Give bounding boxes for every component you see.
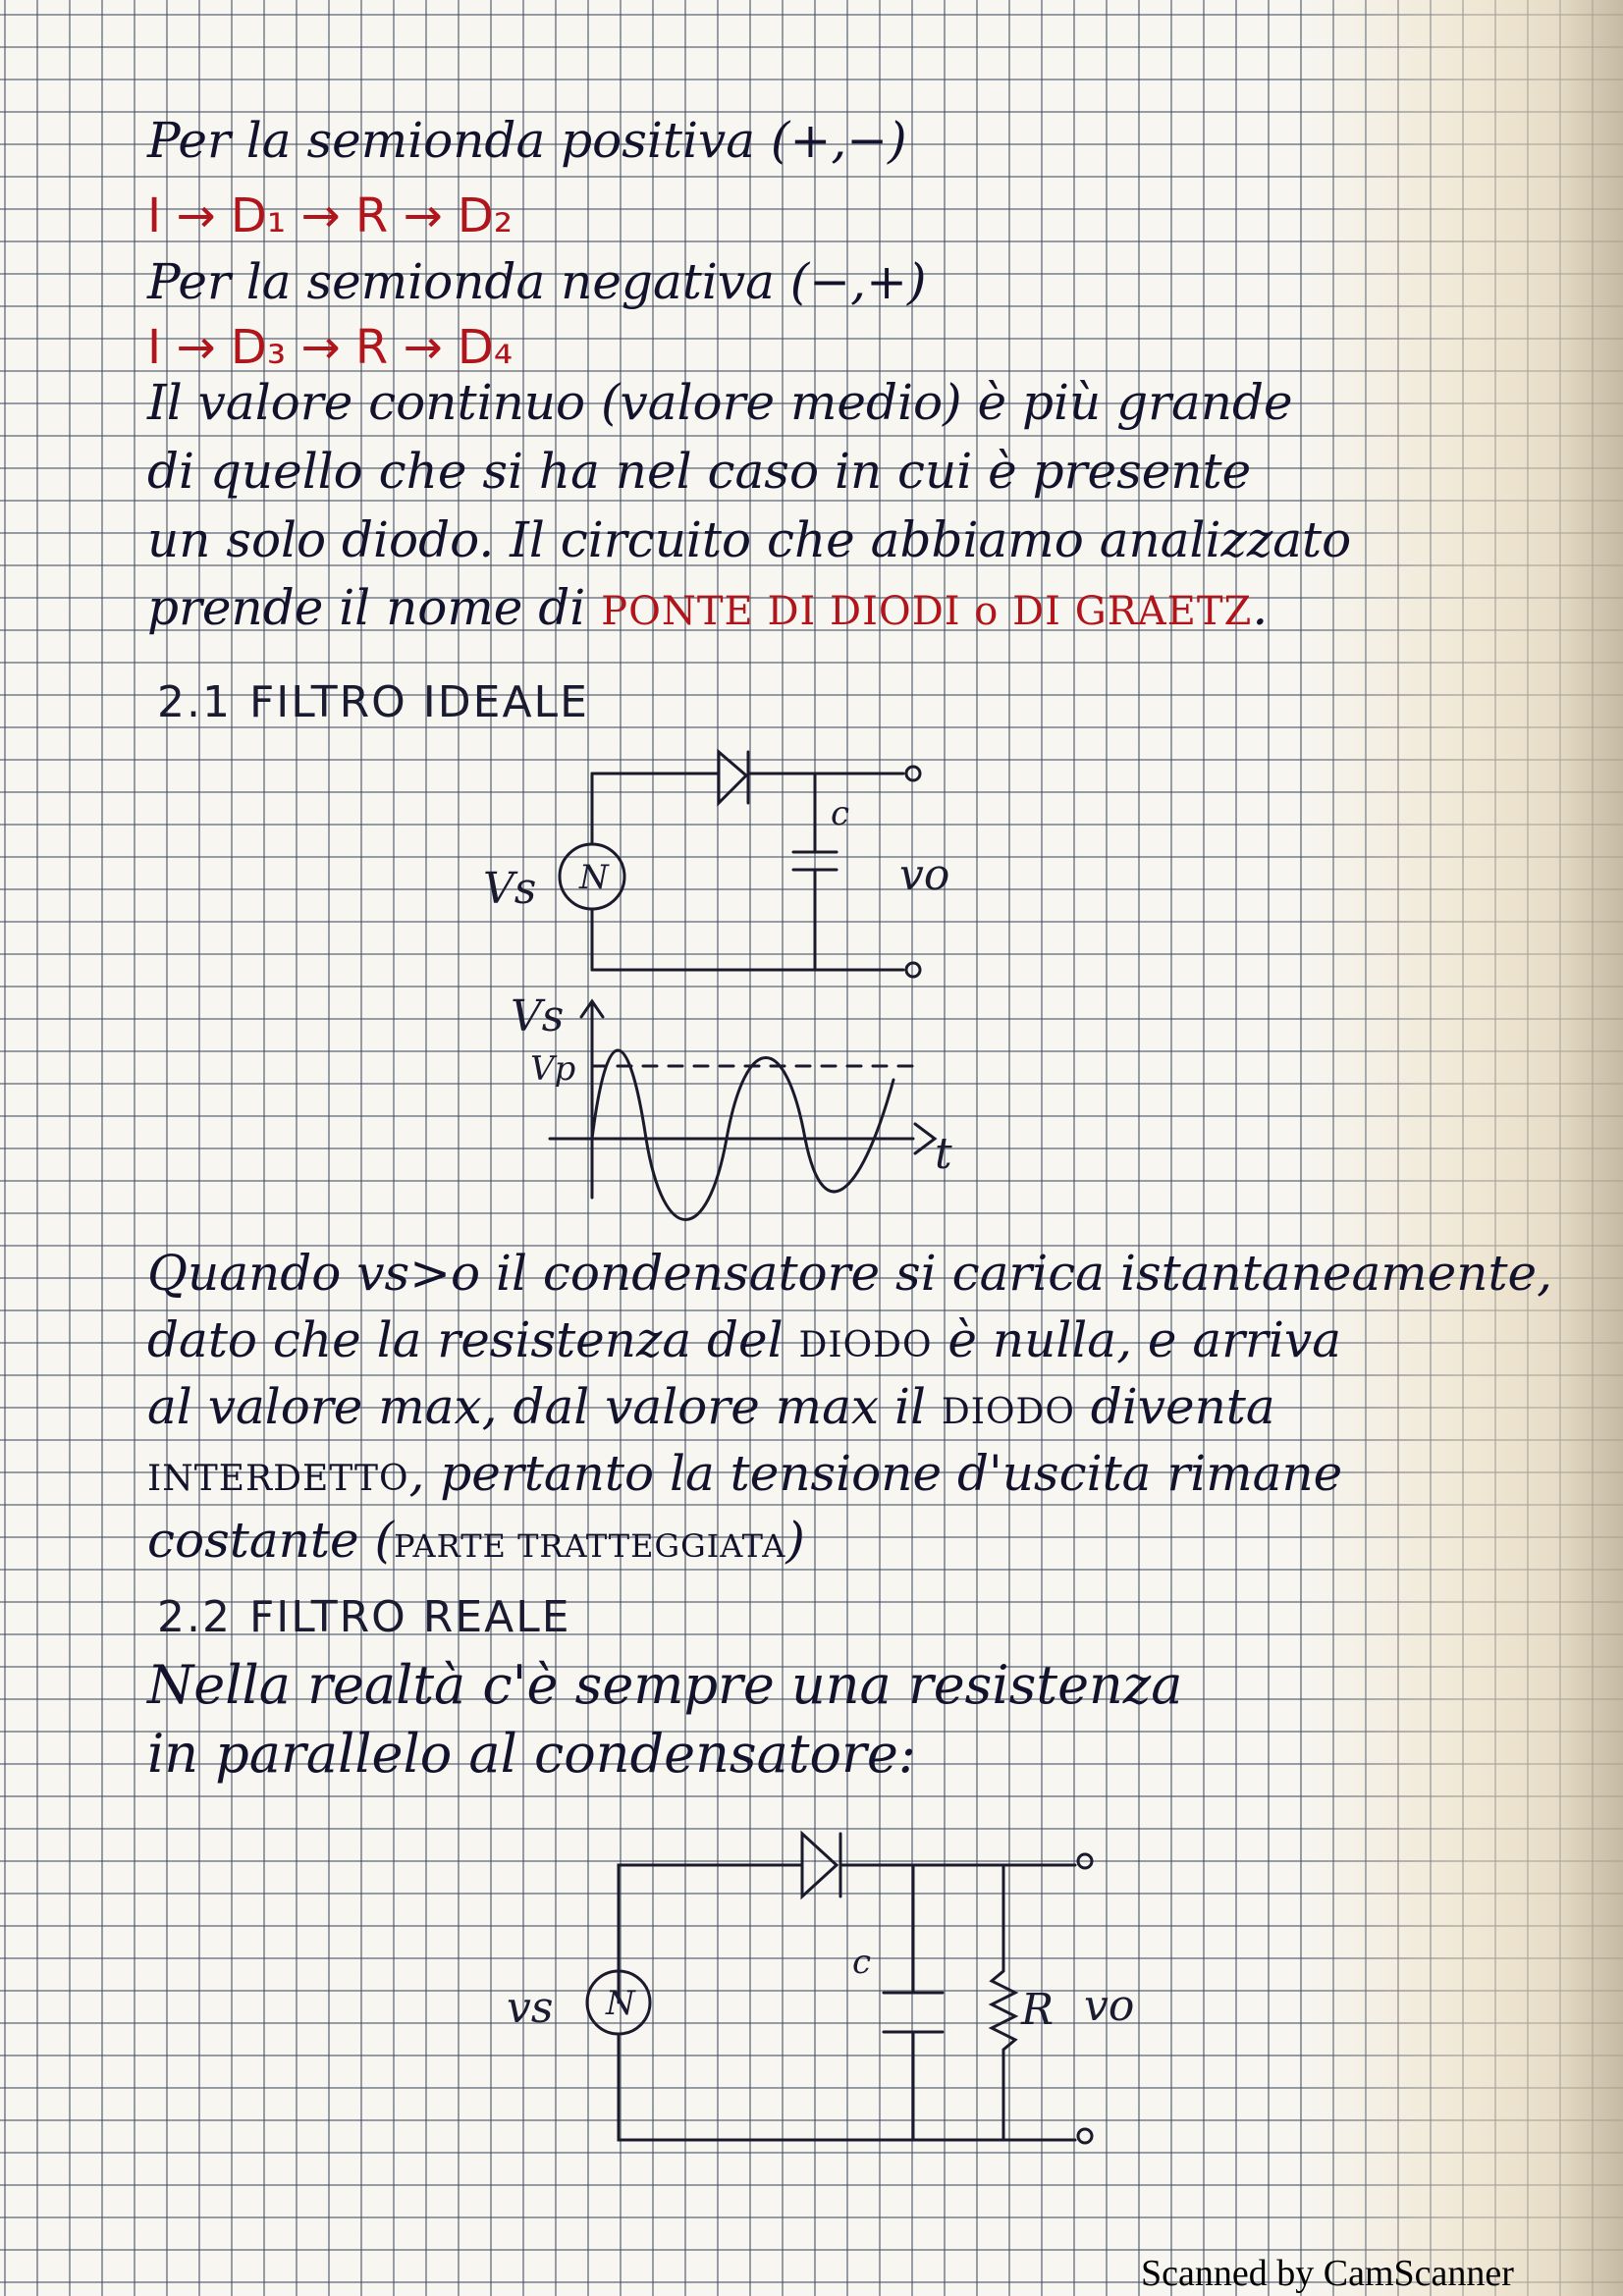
output-terminal-top (906, 767, 920, 780)
section-title: FILTRO REALE (248, 1592, 571, 1642)
text-line-7: un solo diodo. Il circuito che abbiamo analizzato (147, 511, 1352, 568)
p1-l2-start: dato che la resistenza del (147, 1311, 799, 1368)
rf-output-terminal-top (1078, 1854, 1092, 1868)
p1-l5-end: ) (785, 1512, 805, 1569)
rf-capacitor-label: c (852, 1943, 872, 1982)
graetz-bridge-term: PONTE DI DIODI o DI GRAETZ (601, 589, 1253, 634)
text-line-5: Il valore continuo (valore medio) è più grande (147, 374, 1293, 431)
section-number: 2.2 (157, 1592, 232, 1642)
output-label-vo: vo (899, 850, 950, 900)
scanner-watermark: Scanned by CamScanner (1141, 2253, 1514, 2294)
capacitor-label: c (831, 794, 850, 833)
section-title: FILTRO IDEALE (248, 677, 589, 727)
p1-l2-end: è nulla, e arriva (932, 1311, 1342, 1368)
sinusoid-wave (592, 1050, 893, 1220)
paragraph-1-line-4 (147, 1445, 1343, 1502)
real-filter-circuit (507, 1834, 1134, 2143)
paragraph-1-line-2 (147, 1311, 1342, 1368)
section-number: 2.1 (157, 677, 232, 727)
text-line-8-start: prende il nome di (147, 579, 602, 636)
paragraph-1-line-5 (147, 1512, 805, 1569)
p1-l4-interdetto: INTERDETTO (147, 1459, 409, 1499)
p1-l3-start: al valore max, dal valore max il (147, 1378, 942, 1435)
paragraph-1-line-3 (147, 1378, 1275, 1435)
text-line-2-current-path: I → D₁ → R → D₂ (147, 188, 514, 243)
paragraph-2-line-2: in parallelo al condensatore: (147, 1723, 916, 1785)
rf-source-label-vs: vs (507, 1983, 554, 2033)
waveform-t-label: t (935, 1129, 952, 1179)
ideal-filter-waveform (511, 991, 952, 1220)
rf-bottom-wire (619, 2034, 1075, 2140)
paragraph-2-line-1: Nella realtà c'è sempre una resistenza (147, 1654, 1183, 1716)
text-line-6: di quello che si ha nel caso in cui è presente (147, 443, 1252, 500)
waveform-y-label: Vs (511, 991, 565, 1041)
rf-output-terminal-bottom (1078, 2129, 1092, 2143)
output-terminal-bottom (906, 963, 920, 977)
waveform-peak-label: Vp (530, 1049, 576, 1089)
rf-ac-source-symbol: N (606, 1984, 635, 2023)
rf-diode-symbol (802, 1834, 837, 1896)
text-line-8-end: . (1252, 579, 1269, 636)
diode-symbol (719, 752, 746, 803)
text-line-4-current-path: I → D₃ → R → D₄ (147, 320, 514, 375)
p1-l3-diodo: DIODO (941, 1392, 1075, 1432)
rf-resistor-symbol (992, 1865, 1015, 2140)
paragraph-1-line-1: Quando vs>o il condensatore si carica istantaneamente, (147, 1245, 1553, 1302)
ideal-filter-circuit (483, 752, 949, 977)
p1-l4-end: , pertanto la tensione d'uscita rimane (408, 1445, 1343, 1502)
source-label-vs: Vs (483, 864, 537, 914)
p1-l2-diodo: DIODO (798, 1325, 933, 1365)
p1-l5-start: costante ( (147, 1512, 394, 1569)
p1-l5-dashed-part: PARTE TRATTEGGIATA (393, 1527, 786, 1565)
rf-resistor-label: R (1021, 1985, 1055, 2035)
rf-output-label-vo: vo (1084, 1981, 1135, 2031)
section-heading-2-2 (157, 1592, 571, 1642)
waveform-x-arrow (915, 1124, 935, 1153)
text-line-3: Per la semionda negativa (−,+) (147, 253, 927, 310)
rf-left-top-wire (619, 1865, 800, 2002)
ac-source-symbol: N (579, 858, 609, 897)
text-line-1: Per la semionda positiva (+,−) (147, 112, 907, 169)
p1-l3-end: diventa (1074, 1378, 1275, 1435)
